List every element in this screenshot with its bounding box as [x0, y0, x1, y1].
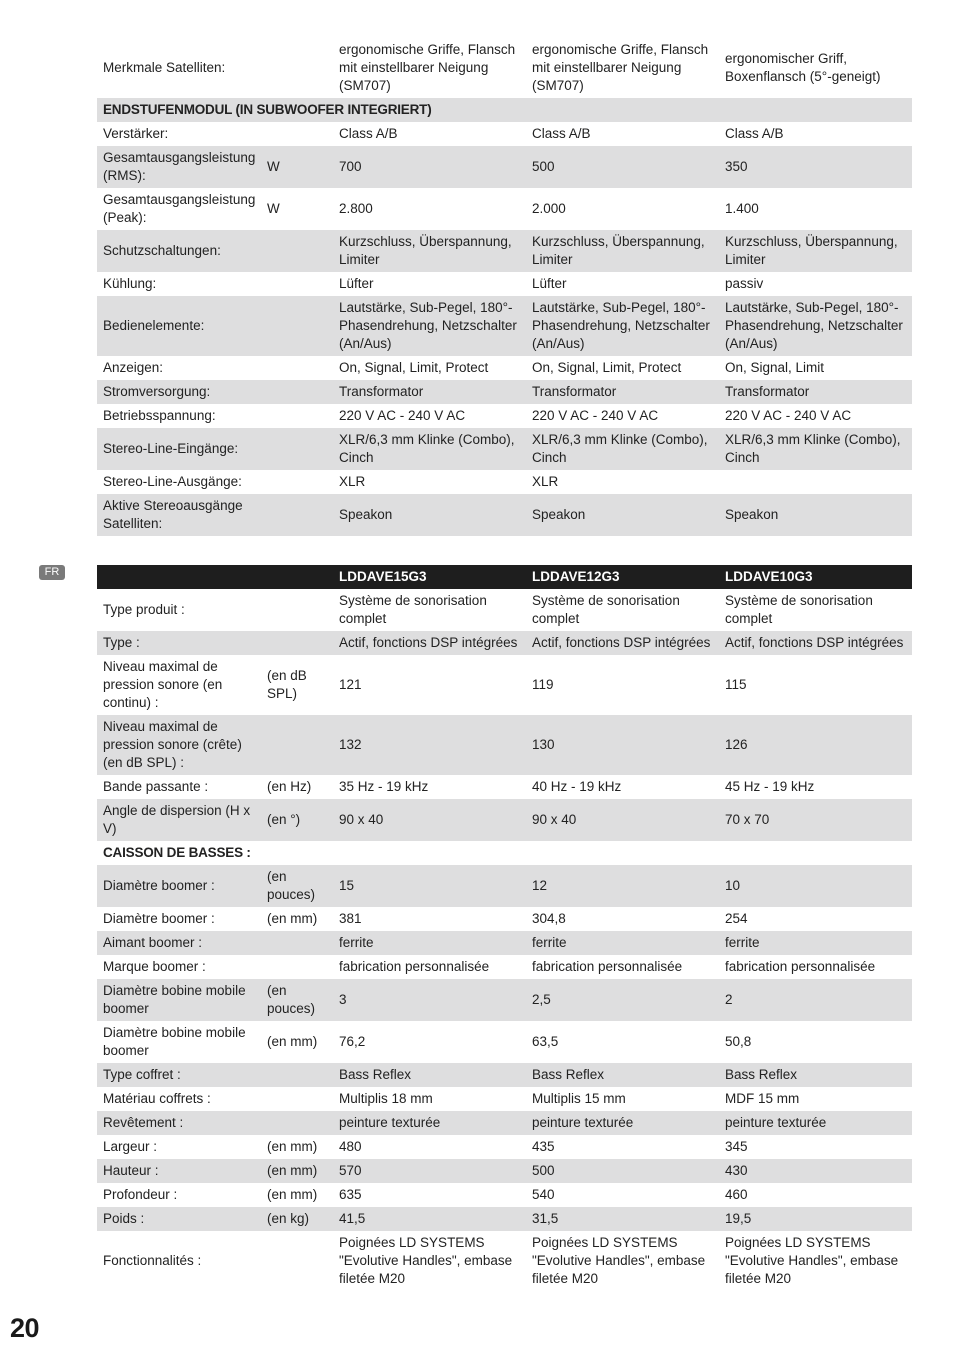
spec-value: fabrication personnalisée [339, 959, 490, 974]
table-row [97, 1231, 912, 1291]
spec-label: Schutzschaltungen: [97, 230, 261, 272]
spec-value: Actif, fonctions DSP intégrées [526, 631, 719, 655]
spec-label: Diamètre bobine mobile boomer [103, 1025, 246, 1058]
spec-value: 130 [526, 715, 719, 775]
table-row [97, 272, 912, 296]
spec-unit [261, 494, 333, 536]
spec-value: ferrite [526, 931, 719, 955]
spec-value: 480 [339, 1139, 362, 1154]
table-row [97, 296, 912, 356]
spec-label: Kühlung: [103, 276, 157, 291]
section-title: ENDSTUFENMODUL (IN SUBWOOFER INTEGRIERT) [97, 98, 912, 122]
spec-value: 254 [725, 911, 748, 926]
spec-label: Niveau maximal de pression sonore (en continu) : [103, 659, 223, 710]
table-row [97, 865, 912, 907]
table-row [97, 146, 912, 188]
french-spec-table [97, 565, 912, 1291]
spec-value: peinture texturée [333, 1111, 526, 1135]
spec-unit [261, 1111, 333, 1135]
spec-value: 435 [532, 1139, 555, 1154]
spec-unit [261, 428, 333, 470]
spec-value: 220 V AC - 240 V AC [339, 408, 466, 423]
spec-value: peinture texturée [719, 1111, 912, 1135]
spec-value: 220 V AC - 240 V AC [532, 408, 659, 423]
spec-value: 19,5 [719, 1207, 912, 1231]
table-row [97, 1207, 912, 1231]
spec-unit [261, 631, 333, 655]
page-number: 20 [10, 1313, 40, 1343]
spec-value: XLR/6,3 mm Klinke (Combo), Cinch [719, 428, 912, 470]
table-row [97, 799, 912, 841]
spec-value: XLR/6,3 mm Klinke (Combo), Cinch [526, 428, 719, 470]
spec-unit [261, 1231, 333, 1291]
spec-value: 76,2 [339, 1034, 366, 1049]
spec-value: Actif, fonctions DSP intégrées [333, 631, 526, 655]
table-row [97, 1111, 912, 1135]
spec-value: fabrication personnalisée [532, 959, 683, 974]
spec-value: Bass Reflex [719, 1063, 912, 1087]
section-header-row [97, 841, 912, 865]
spec-value: 350 [719, 146, 912, 188]
table-row [97, 38, 912, 98]
spec-value: 126 [719, 715, 912, 775]
table-row [97, 1087, 912, 1111]
spec-value: Kurzschluss, Überspannung, Limiter [526, 230, 719, 272]
spec-value: Actif, fonctions DSP intégrées [719, 631, 912, 655]
spec-unit [261, 38, 333, 98]
spec-value: Class A/B [339, 126, 398, 141]
spec-value: 10 [719, 865, 912, 907]
spec-value: Transformator [719, 380, 912, 404]
spec-label: Verstärker: [103, 126, 169, 141]
spec-value: ferrite [333, 931, 526, 955]
spec-value: Multiplis 18 mm [339, 1091, 433, 1106]
spec-unit [261, 589, 333, 631]
language-badge: FR [39, 565, 65, 580]
spec-unit [261, 931, 333, 955]
spec-value: 570 [333, 1159, 526, 1183]
model-header: LDDAVE10G3 [719, 565, 912, 589]
spec-value: 2 [719, 979, 912, 1021]
table-row [97, 356, 912, 380]
spec-value: 460 [725, 1187, 748, 1202]
spec-label: Largeur : [103, 1139, 158, 1154]
spec-label: Niveau maximal de pression sonore (crête) (en dB SPL) : [97, 715, 261, 775]
table-row [97, 955, 912, 979]
spec-value: 345 [725, 1139, 748, 1154]
spec-value: Lüfter [339, 276, 374, 291]
spec-value: 2.800 [339, 201, 373, 216]
spec-value: Lautstärke, Sub-Pegel, 180°-Phasendrehung, Netzschalter (An/Aus) [719, 296, 912, 356]
spec-value: ergonomische Griffe, Flansch mit einstellbarer Neigung (SM707) [339, 42, 516, 93]
spec-value: Transformator [333, 380, 526, 404]
spec-value: 70 x 70 [719, 799, 912, 841]
spec-value: Multiplis 15 mm [532, 1091, 626, 1106]
spec-value: passiv [725, 276, 764, 291]
spec-unit: (en mm) [267, 1187, 318, 1202]
spec-value: 500 [526, 1159, 719, 1183]
spec-unit: W [261, 146, 333, 188]
spec-value: 132 [333, 715, 526, 775]
table-row [97, 931, 912, 955]
spec-label: Diamètre boomer : [97, 865, 261, 907]
spec-label: Revêtement : [97, 1111, 261, 1135]
spec-unit: (en dB SPL) [267, 668, 307, 701]
table-row [97, 470, 912, 494]
spec-unit: (en °) [261, 799, 333, 841]
spec-label: Marque boomer : [103, 959, 206, 974]
spec-value: Poignées LD SYSTEMS "Evolutive Handles", embase filetée M20 [339, 1235, 513, 1286]
spec-value: On, Signal, Limit, Protect [339, 360, 489, 375]
spec-unit [261, 356, 333, 380]
spec-value: Bass Reflex [526, 1063, 719, 1087]
table-row [97, 188, 912, 230]
table-row [97, 1159, 912, 1183]
spec-unit: (en Hz) [267, 779, 312, 794]
spec-value: 2.000 [532, 201, 566, 216]
spec-value: Speakon [719, 494, 912, 536]
spec-value: Class A/B [725, 126, 784, 141]
spec-label: Stereo-Line-Eingänge: [97, 428, 261, 470]
spec-value: 2,5 [526, 979, 719, 1021]
spec-label: Bedienelemente: [97, 296, 261, 356]
section-title: CAISSON DE BASSES : [103, 845, 251, 860]
spec-label: Bande passante : [103, 779, 209, 794]
spec-value: Kurzschluss, Überspannung, Limiter [719, 230, 912, 272]
spec-unit: (en mm) [267, 1139, 318, 1154]
spec-unit [261, 955, 333, 979]
section-header-row [97, 98, 912, 122]
spec-value: Class A/B [532, 126, 591, 141]
spec-value: On, Signal, Limit [725, 360, 825, 375]
header-label-cell [97, 565, 261, 589]
spec-value: 35 Hz - 19 kHz [339, 779, 429, 794]
spec-value: 304,8 [532, 911, 566, 926]
spec-value: Lautstärke, Sub-Pegel, 180°-Phasendrehung, Netzschalter (An/Aus) [526, 296, 719, 356]
table-row [97, 494, 912, 536]
spec-value: Système de sonorisation complet [339, 593, 487, 626]
spec-unit: (en mm) [267, 1034, 318, 1049]
spec-label: Poids : [97, 1207, 261, 1231]
spec-value: Système de sonorisation complet [532, 593, 680, 626]
spec-label: Stereo-Line-Ausgänge: [103, 474, 242, 489]
spec-value: 90 x 40 [526, 799, 719, 841]
german-spec-table [97, 38, 912, 536]
spec-value: 12 [526, 865, 719, 907]
spec-label: Diamètre bobine mobile boomer [97, 979, 261, 1021]
spec-label: Hauteur : [97, 1159, 261, 1183]
table-row [97, 230, 912, 272]
spec-label: Profondeur : [103, 1187, 178, 1202]
table-row [97, 1135, 912, 1159]
spec-unit: (en mm) [261, 1159, 333, 1183]
spec-value: 90 x 40 [333, 799, 526, 841]
spec-label: Merkmale Satelliten: [103, 60, 226, 75]
spec-value: 430 [719, 1159, 912, 1183]
table-row [97, 1021, 912, 1063]
spec-value: MDF 15 mm [725, 1091, 800, 1106]
spec-value: XLR [532, 474, 559, 489]
spec-unit: (en kg) [261, 1207, 333, 1231]
spec-label: Type : [97, 631, 261, 655]
spec-label: Angle de dispersion (H x V) [97, 799, 261, 841]
spec-label: Aimant boomer : [97, 931, 261, 955]
spec-unit [261, 1063, 333, 1087]
table-row [97, 122, 912, 146]
table-row [97, 404, 912, 428]
spec-unit [261, 380, 333, 404]
spec-label: Betriebsspannung: [103, 408, 216, 423]
table-row [97, 428, 912, 470]
spec-label: Stromversorgung: [97, 380, 261, 404]
spec-label: Anzeigen: [103, 360, 164, 375]
spec-value: 121 [339, 677, 362, 692]
spec-label: Fonctionnalités : [103, 1253, 202, 1268]
spec-unit [261, 230, 333, 272]
spec-value: 115 [725, 677, 747, 692]
spec-unit: W [267, 201, 280, 216]
spec-value: 15 [333, 865, 526, 907]
spec-value: XLR [339, 474, 366, 489]
spec-value: 700 [333, 146, 526, 188]
spec-value: fabrication personnalisée [725, 959, 876, 974]
spec-value: Transformator [526, 380, 719, 404]
spec-unit: (en mm) [267, 911, 318, 926]
spec-value: ergonomischer Griff, Boxenflansch (5°-geneigt) [725, 51, 881, 84]
spec-value: Kurzschluss, Überspannung, Limiter [333, 230, 526, 272]
spec-unit [261, 272, 333, 296]
table-row [97, 589, 912, 631]
spec-unit [261, 404, 333, 428]
spec-value: ferrite [719, 931, 912, 955]
spec-value: On, Signal, Limit, Protect [532, 360, 682, 375]
spec-value [719, 470, 912, 494]
spec-value: Lüfter [532, 276, 567, 291]
spec-value: 220 V AC - 240 V AC [725, 408, 852, 423]
spec-value: peinture texturée [526, 1111, 719, 1135]
spec-value: Bass Reflex [333, 1063, 526, 1087]
spec-value: 3 [333, 979, 526, 1021]
spec-value: Speakon [333, 494, 526, 536]
spec-unit [261, 296, 333, 356]
spec-value: 40 Hz - 19 kHz [532, 779, 622, 794]
table-header-row [97, 565, 912, 589]
spec-value: 63,5 [532, 1034, 559, 1049]
table-row [97, 775, 912, 799]
spec-value: Poignées LD SYSTEMS "Evolutive Handles", embase filetée M20 [725, 1235, 899, 1286]
spec-value: 500 [526, 146, 719, 188]
spec-label: Type produit : [103, 602, 185, 617]
header-unit-cell [261, 565, 333, 589]
spec-unit [261, 715, 333, 775]
spec-unit: (en pouces) [261, 979, 333, 1021]
spec-value: 381 [339, 911, 362, 926]
spec-unit: (en pouces) [261, 865, 333, 907]
table-row [97, 380, 912, 404]
spec-value: 50,8 [725, 1034, 752, 1049]
spec-value: ergonomische Griffe, Flansch mit einstellbarer Neigung (SM707) [532, 42, 709, 93]
table-row [97, 631, 912, 655]
spec-value: 1.400 [725, 201, 759, 216]
spec-value: 635 [339, 1187, 362, 1202]
table-row [97, 1063, 912, 1087]
spec-unit [261, 1087, 333, 1111]
spec-value: 31,5 [526, 1207, 719, 1231]
spec-label: Type coffret : [97, 1063, 261, 1087]
spec-value: Poignées LD SYSTEMS "Evolutive Handles", embase filetée M20 [532, 1235, 706, 1286]
spec-label: Gesamtausgangsleistung (Peak): [103, 192, 256, 225]
table-row [97, 655, 912, 715]
spec-value: Lautstärke, Sub-Pegel, 180°-Phasendrehung, Netzschalter (An/Aus) [333, 296, 526, 356]
spec-label: Matériau coffrets : [103, 1091, 211, 1106]
spec-value: 45 Hz - 19 kHz [725, 779, 815, 794]
spec-label: Diamètre boomer : [103, 911, 215, 926]
spec-value: 119 [532, 677, 554, 692]
table-row [97, 907, 912, 931]
spec-value: 540 [532, 1187, 555, 1202]
spec-value: XLR/6,3 mm Klinke (Combo), Cinch [333, 428, 526, 470]
spec-value: Système de sonorisation complet [725, 593, 873, 626]
spec-label: Aktive Stereoausgänge Satelliten: [97, 494, 261, 536]
spec-value: Speakon [526, 494, 719, 536]
table-row [97, 979, 912, 1021]
spec-unit [261, 470, 333, 494]
model-header: LDDAVE15G3 [333, 565, 526, 589]
spec-value: 41,5 [333, 1207, 526, 1231]
spec-label: Gesamtausgangsleistung (RMS): [97, 146, 261, 188]
spec-unit [261, 122, 333, 146]
table-row [97, 715, 912, 775]
table-row [97, 1183, 912, 1207]
model-header: LDDAVE12G3 [526, 565, 719, 589]
